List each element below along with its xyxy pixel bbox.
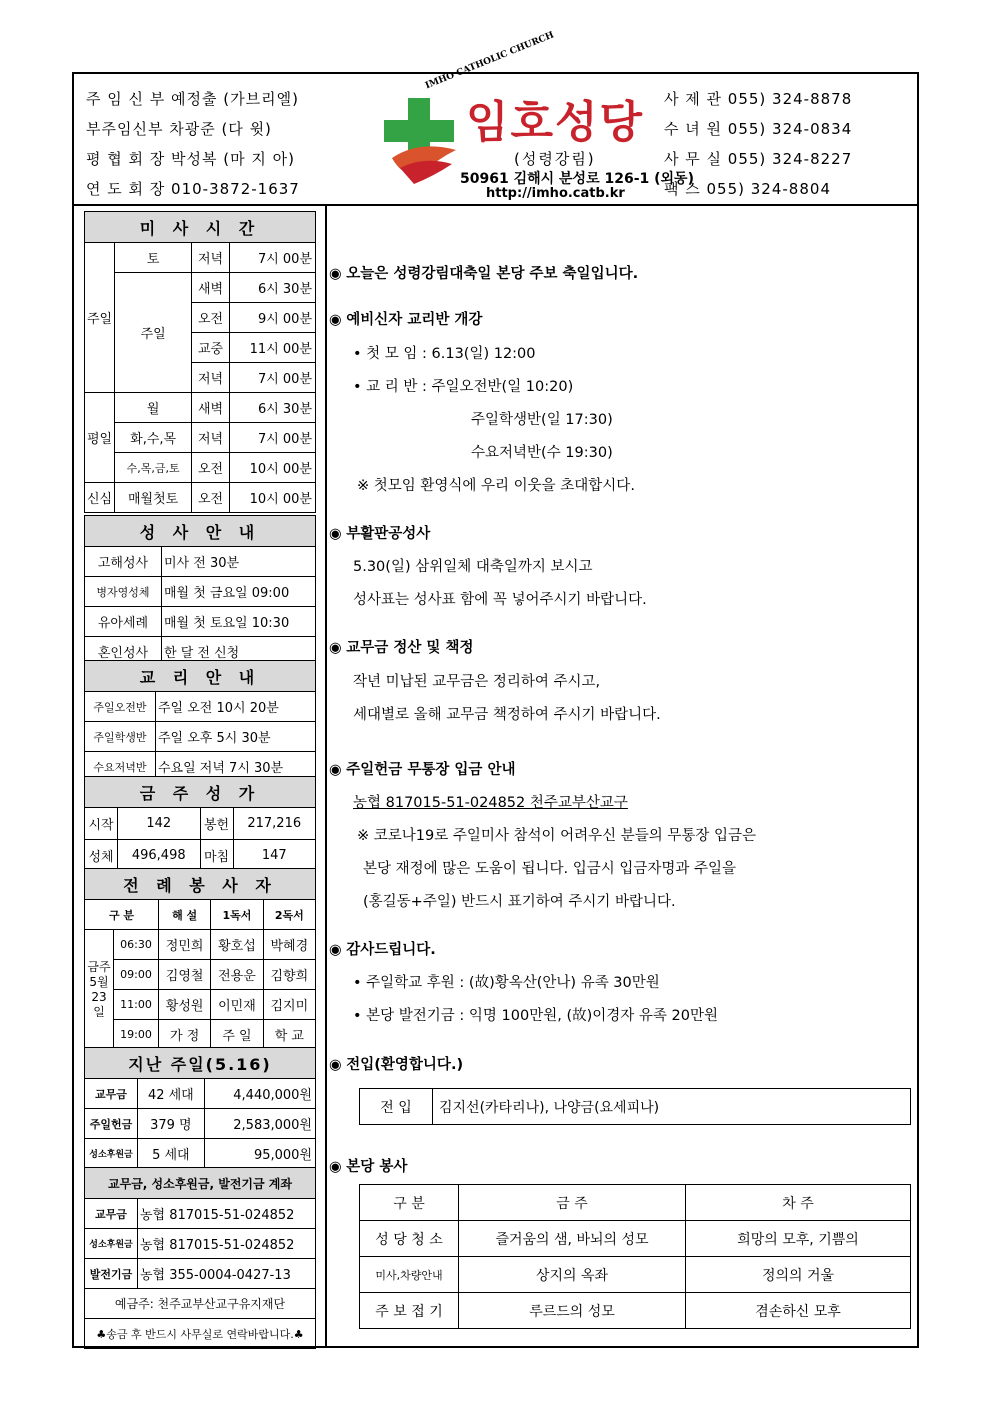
notice-line: ※ 코로나19로 주일미사 참석이 어려우신 분들의 무통장 입금은 <box>357 828 757 844</box>
liturgy-header: 구 분 <box>85 900 159 930</box>
mass-time: 9시 00분 <box>230 303 316 333</box>
notice-6: ◉ 감사드립니다. <box>329 942 436 958</box>
liturgy-cell: 황호섭 <box>211 930 263 960</box>
mass-period: 새벽 <box>192 393 230 423</box>
hymn-number: 142 <box>118 808 201 840</box>
notice-5: ◉ 주일헌금 무통장 입금 안내 <box>329 762 516 778</box>
notice-6-title: 감사드립니다. <box>346 942 436 958</box>
notice-3: ◉ 부활판공성사 <box>329 526 431 542</box>
weekday-label: 평일 <box>85 393 115 483</box>
account-number: 농협 817015-51-024852 <box>138 1229 316 1259</box>
mass-time: 7시 00분 <box>230 363 316 393</box>
notice-line: • 본당 발전기금 : 익명 100만원, (故)이경자 유족 20만원 <box>353 1008 718 1024</box>
liturgy-header: 해 설 <box>158 900 210 930</box>
header-right-line: 사 제 관 055) 324-8878 <box>664 90 853 108</box>
liturgy-time: 19:00 <box>114 1020 159 1050</box>
notice-line: 세대별로 올해 교무금 책정하여 주시기 바랍니다. <box>353 707 661 723</box>
bank-account: 농협 817015-51-024852 천주교부산교구 <box>353 795 628 811</box>
accounts-table <box>84 1167 316 1349</box>
sacrament-label: 병자영성체 <box>85 577 162 607</box>
service-cell: 미사,차량안내 <box>360 1257 459 1293</box>
offering-amount: 95,000원 <box>204 1139 315 1169</box>
notice-4: ◉ 교무금 정산 및 책정 <box>329 640 474 656</box>
notice-8-title: 본당 봉사 <box>346 1159 408 1175</box>
hymn-label: 마침 <box>200 840 233 872</box>
sacraments-title: 성 사 안 내 <box>85 516 316 547</box>
sacrament-label: 고해성사 <box>85 547 162 577</box>
sacrament-value: 한 달 전 신청 <box>162 637 316 667</box>
bulletin-frame <box>72 30 919 1348</box>
header <box>74 30 917 206</box>
header-right-line: 사 무 실 055) 324-8227 <box>664 150 853 168</box>
account-number: 농협 355-0004-0427-13 <box>138 1259 316 1289</box>
mass-time: 11시 00분 <box>230 333 316 363</box>
sacrament-value: 매월 첫 금요일 09:00 <box>162 577 316 607</box>
service-cell: 겸손하신 모후 <box>686 1293 911 1329</box>
catechism-table <box>84 660 316 782</box>
notice-line: 주일학생반(일 17:30) <box>471 412 613 428</box>
sunday-label: 주일 <box>85 243 115 393</box>
mass-period: 오전 <box>192 303 230 333</box>
notice-line: 5.30(일) 삼위일체 대축일까지 보시고 <box>353 559 593 575</box>
hymns-title: 금 주 성 가 <box>85 777 316 808</box>
hymn-number: 147 <box>233 840 316 872</box>
liturgy-cell: 황성원 <box>158 990 210 1020</box>
class-label: 주일오전반 <box>85 692 156 722</box>
service-header: 금 주 <box>459 1185 686 1221</box>
account-number: 농협 817015-51-024852 <box>138 1199 316 1229</box>
liturgy-header: 2독서 <box>263 900 315 930</box>
last-week-table <box>84 1047 316 1169</box>
mass-times-title: 미 사 시 간 <box>85 212 316 243</box>
header-left-line: 평 협 회 장 박성복 (마 지 아) <box>86 150 295 168</box>
account-holder: 예금주: 천주교부산교구유지재단 <box>85 1289 316 1319</box>
mass-day: 화,수,목 <box>115 423 192 453</box>
service-cell: 정의의 거울 <box>686 1257 911 1293</box>
class-label: 수요저녁반 <box>85 752 156 782</box>
notice-5-title: 주일헌금 무통장 입금 안내 <box>346 762 516 778</box>
sacrament-value: 미사 전 30분 <box>162 547 316 577</box>
hymn-number: 217,216 <box>233 808 316 840</box>
notice-line: 수요저녁반(수 19:30) <box>471 445 613 461</box>
header-right-line: 수 녀 원 055) 324-0834 <box>664 120 853 138</box>
account-notice: ♣송금 후 반드시 사무실로 연락바랍니다.♣ <box>85 1319 316 1349</box>
mass-period: 저녁 <box>192 423 230 453</box>
liturgy-cell: 학 교 <box>263 1020 315 1050</box>
mass-time: 7시 00분 <box>230 243 316 273</box>
sacrament-value: 매월 첫 토요일 10:30 <box>162 607 316 637</box>
class-value: 주일 오전 10시 20분 <box>156 692 316 722</box>
mass-day: 매월첫토 <box>115 483 192 513</box>
mass-times-table <box>84 211 316 513</box>
last-week-title: 지난 주일(5.16) <box>85 1048 316 1079</box>
sacrament-label: 유아세례 <box>85 607 162 637</box>
liturgy-time: 09:00 <box>114 960 159 990</box>
liturgy-table <box>84 868 316 1050</box>
class-value: 주일 오후 5시 30분 <box>156 722 316 752</box>
offering-label: 성소후원금 <box>85 1139 138 1169</box>
liturgy-cell: 가 정 <box>158 1020 210 1050</box>
notice-2: ◉ 예비신자 교리반 개강 <box>329 312 483 328</box>
header-left-line: 연 도 회 장 010-3872-1637 <box>86 180 300 198</box>
offering-amount: 4,440,000원 <box>204 1079 315 1109</box>
mass-time: 10시 00분 <box>230 483 316 513</box>
notice-line: • 주일학교 후원 : (故)황옥산(안나) 유족 30만원 <box>353 975 660 991</box>
header-left-line: 부주임신부 차광준 (다 윗) <box>86 120 272 138</box>
notice-3-title: 부활판공성사 <box>346 526 431 542</box>
column-divider <box>325 204 327 1346</box>
header-right-line: 팩 스 055) 324-8804 <box>664 180 831 198</box>
liturgy-cell: 주 일 <box>211 1020 263 1050</box>
mass-period: 저녁 <box>192 363 230 393</box>
header-staff <box>86 84 300 204</box>
offering-label: 주일헌금 <box>85 1109 138 1139</box>
notice-8: ◉ 본당 봉사 <box>329 1159 408 1175</box>
mass-time: 6시 30분 <box>230 273 316 303</box>
account-label: 교무금 <box>85 1199 138 1229</box>
liturgy-header: 1독서 <box>211 900 263 930</box>
transfer-in-table <box>359 1088 911 1125</box>
service-cell: 주 보 접 기 <box>360 1293 459 1329</box>
notice-7: ◉ 전입(환영합니다.) <box>329 1057 464 1073</box>
offering-count: 42 세대 <box>138 1079 205 1109</box>
service-header: 차 주 <box>686 1185 911 1221</box>
service-header: 구 분 <box>360 1185 459 1221</box>
service-cell: 루르드의 성모 <box>459 1293 686 1329</box>
notice-4-title: 교무금 정산 및 책정 <box>346 640 474 656</box>
notice-line: ※ 첫모임 환영식에 우리 이웃을 초대합시다. <box>357 478 635 494</box>
offering-count: 379 명 <box>138 1109 205 1139</box>
notice-line: (홍길동+주일) 반드시 표기하여 주시기 바랍니다. <box>363 894 676 910</box>
hymn-label: 시작 <box>85 808 118 840</box>
offering-count: 5 세대 <box>138 1139 205 1169</box>
mass-day: 수,목,금,토 <box>115 453 192 483</box>
mass-time: 10시 00분 <box>230 453 316 483</box>
mass-period: 오전 <box>192 453 230 483</box>
account-label: 발전기금 <box>85 1259 138 1289</box>
church-english-name: IMHO CATHOLIC CHURCH <box>424 30 556 92</box>
hymn-label: 성체 <box>85 840 118 872</box>
hymns-table <box>84 776 316 872</box>
catechism-title: 교 리 안 내 <box>85 661 316 692</box>
mass-time: 6시 30분 <box>230 393 316 423</box>
liturgy-cell: 정민희 <box>158 930 210 960</box>
sacrament-label: 혼인성사 <box>85 637 162 667</box>
notice-1: ◉ 오늘은 성령강림대축일 본당 주보 축일입니다. <box>329 266 639 282</box>
class-label: 주일학생반 <box>85 722 156 752</box>
church-address: 50961 김해시 분성로 126-1 (외동) <box>460 171 694 187</box>
liturgy-cell: 김영철 <box>158 960 210 990</box>
account-label: 성소후원금 <box>85 1229 138 1259</box>
mass-period: 오전 <box>192 483 230 513</box>
transfer-names: 김지선(카타리나), 나양금(요세피나) <box>433 1089 911 1125</box>
church-subtitle: (성령강림) <box>514 150 596 168</box>
liturgy-title: 전 례 봉 사 자 <box>85 869 316 900</box>
sacraments-table <box>84 515 316 667</box>
mass-period: 교중 <box>192 333 230 363</box>
service-cell: 희망의 모후, 기쁨의 <box>686 1221 911 1257</box>
offering-amount: 2,583,000원 <box>204 1109 315 1139</box>
hymn-number: 496,498 <box>118 840 201 872</box>
accounts-title: 교무금, 성소후원금, 발전기금 계좌 <box>85 1168 316 1199</box>
mass-period: 저녁 <box>192 243 230 273</box>
service-cell: 상지의 옥좌 <box>459 1257 686 1293</box>
church-name: 임호성당 <box>466 97 645 148</box>
hymn-label: 봉헌 <box>200 808 233 840</box>
transfer-label: 전 입 <box>360 1089 433 1125</box>
offering-label: 교무금 <box>85 1079 138 1109</box>
mass-day: 월 <box>115 393 192 423</box>
mass-period: 새벽 <box>192 273 230 303</box>
liturgy-time: 11:00 <box>114 990 159 1020</box>
header-contacts <box>664 84 852 204</box>
notice-2-title: 예비신자 교리반 개강 <box>346 312 483 328</box>
class-value: 수요일 저녁 7시 30분 <box>156 752 316 782</box>
notice-line: 본당 재정에 많은 도움이 됩니다. 입금시 입금자명과 주일을 <box>363 861 737 877</box>
header-left-line: 주 임 신 부 예정출 (가브리엘) <box>86 90 299 108</box>
notice-line: • 교 리 반 : 주일오전반(일 10:20) <box>353 379 574 395</box>
special-label: 신심 <box>85 483 115 513</box>
notice-line: 작년 미납된 교무금은 정리하여 주시고, <box>353 674 601 690</box>
church-url[interactable]: http://imho.catb.kr <box>486 186 625 201</box>
mass-day: 주일 <box>115 273 192 393</box>
liturgy-cell: 김지미 <box>263 990 315 1020</box>
liturgy-cell: 전용운 <box>211 960 263 990</box>
liturgy-date: 금주 5월 23일 <box>85 930 114 1050</box>
service-cell: 성 당 청 소 <box>360 1221 459 1257</box>
mass-time: 7시 00분 <box>230 423 316 453</box>
liturgy-time: 06:30 <box>114 930 159 960</box>
liturgy-cell: 이민재 <box>211 990 263 1020</box>
mass-day: 토 <box>115 243 192 273</box>
notice-line: • 첫 모 임 : 6.13(일) 12:00 <box>353 346 536 362</box>
liturgy-cell: 박혜경 <box>263 930 315 960</box>
notice-line: 성사표는 성사표 함에 꼭 넣어주시기 바랍니다. <box>353 592 647 608</box>
notice-1-text: 오늘은 성령강림대축일 본당 주보 축일입니다. <box>346 266 639 282</box>
service-table <box>359 1184 911 1329</box>
service-cell: 즐거움의 샘, 바뇌의 성모 <box>459 1221 686 1257</box>
notice-7-title: 전입(환영합니다.) <box>346 1057 464 1073</box>
liturgy-cell: 김향희 <box>263 960 315 990</box>
